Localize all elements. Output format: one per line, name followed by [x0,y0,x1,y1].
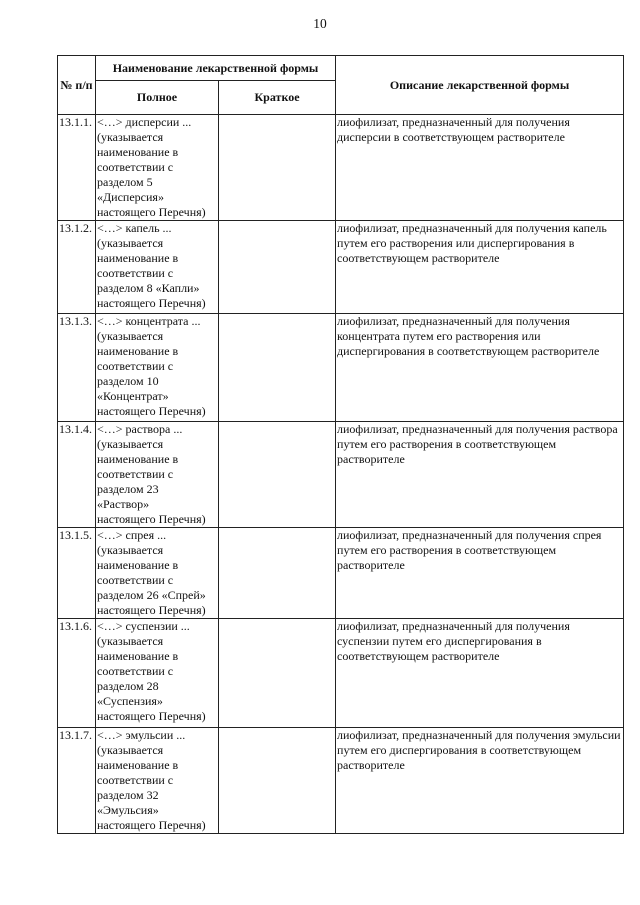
full-name-line: настоящего Перечня) [97,818,206,832]
table-row [58,422,624,528]
description-cell: лиофилизат, предназначенный для получения эмульсии путем его диспергирования в соответствующем растворителе [336,728,624,834]
full-name-line: разделом 5 [97,175,153,189]
table-row [58,221,624,314]
short-name-cell [219,528,336,619]
full-name-line: (указывается [97,437,164,451]
short-name-cell [219,422,336,528]
full-name-line: наименование в [97,145,179,159]
description-cell: лиофилизат, предназначенный для получения капель путем его растворения или диспергирования в соответствующем растворителе [336,221,624,314]
full-name-line: «Эмульсия» [97,803,159,817]
full-name-cell [96,619,219,728]
page-number: 10 [313,16,327,31]
full-name-line: (указывается [97,543,164,557]
full-name-line: соответствии с [97,773,174,787]
row-number: 13.1.1. [58,115,96,221]
full-name-line: «Концентрат» [97,389,169,403]
short-name-cell [219,221,336,314]
full-name-line: настоящего Перечня) [97,404,206,418]
header-short: Краткое [219,81,336,115]
header-full: Полное [96,81,219,115]
row-number: 13.1.4. [58,422,96,528]
full-name-line: наименование в [97,344,179,358]
full-name-line: (указывается [97,634,164,648]
full-name-cell [96,422,219,528]
full-name-line: разделом 28 [97,679,159,693]
full-name-line: разделом 26 «Спрей» [97,588,206,602]
full-name-line: <…> концентрата ... [97,314,201,328]
full-name-line: «Раствор» [97,497,150,511]
full-name-line: разделом 32 [97,788,159,802]
full-name-line: настоящего Перечня) [97,603,206,617]
full-name-line: разделом 23 [97,482,159,496]
full-name-line: (указывается [97,130,164,144]
full-name-line: наименование в [97,452,179,466]
full-name-line: соответствии с [97,664,174,678]
row-number: 13.1.3. [58,314,96,422]
description-cell: лиофилизат, предназначенный для получения дисперсии в соответствующем растворителе [336,115,624,221]
row-number: 13.1.6. [58,619,96,728]
short-name-cell [219,115,336,221]
full-name-cell [96,115,219,221]
row-number: 13.1.7. [58,728,96,834]
table-row [58,728,624,834]
full-name-cell [96,221,219,314]
full-name-line: «Суспензия» [97,694,163,708]
table-row [58,619,624,728]
full-name-line: настоящего Перечня) [97,205,206,219]
table-row [58,115,624,221]
description-cell: лиофилизат, предназначенный для получения спрея путем его растворения в соответствующем растворителе [336,528,624,619]
header-description: Описание лекарственной формы [336,56,624,115]
full-name-cell [96,314,219,422]
full-name-line: наименование в [97,649,179,663]
description-cell: лиофилизат, предназначенный для получения суспензии путем его диспергирования в соответствующем растворителе [336,619,624,728]
full-name-line: <…> дисперсии ... [97,115,192,129]
row-number: 13.1.5. [58,528,96,619]
full-name-line: разделом 8 «Капли» [97,281,200,295]
header-name-group: Наименование лекарственной формы [96,56,336,81]
full-name-line: «Дисперсия» [97,190,164,204]
table-row [58,528,624,619]
full-name-line: <…> суспензии ... [97,619,190,633]
full-name-line: соответствии с [97,160,174,174]
description-cell: лиофилизат, предназначенный для получения раствора путем его растворения в соответствующем растворителе [336,422,624,528]
full-name-line: разделом 10 [97,374,159,388]
full-name-line: настоящего Перечня) [97,512,206,526]
short-name-cell [219,728,336,834]
full-name-line: (указывается [97,236,164,250]
full-name-line: соответствии с [97,467,174,481]
full-name-line: <…> раствора ... [97,422,183,436]
header-number: № п/п [58,56,96,115]
full-name-line: <…> капель ... [97,221,172,235]
row-number: 13.1.2. [58,221,96,314]
short-name-cell [219,619,336,728]
full-name-line: настоящего Перечня) [97,709,206,723]
table-row [58,314,624,422]
full-name-line: соответствии с [97,266,174,280]
full-name-cell [96,528,219,619]
full-name-line: соответствии с [97,359,174,373]
full-name-line: (указывается [97,743,164,757]
full-name-line: наименование в [97,558,179,572]
full-name-cell [96,728,219,834]
full-name-line: <…> эмульсии ... [97,728,186,742]
short-name-cell [219,314,336,422]
full-name-line: наименование в [97,251,179,265]
full-name-line: <…> спрея ... [97,528,167,542]
full-name-line: настоящего Перечня) [97,296,206,310]
full-name-line: соответствии с [97,573,174,587]
dosage-forms-table [57,55,624,834]
description-cell: лиофилизат, предназначенный для получения концентрата путем его растворения или диспергирования в соответствующем растворителе [336,314,624,422]
full-name-line: наименование в [97,758,179,772]
full-name-line: (указывается [97,329,164,343]
